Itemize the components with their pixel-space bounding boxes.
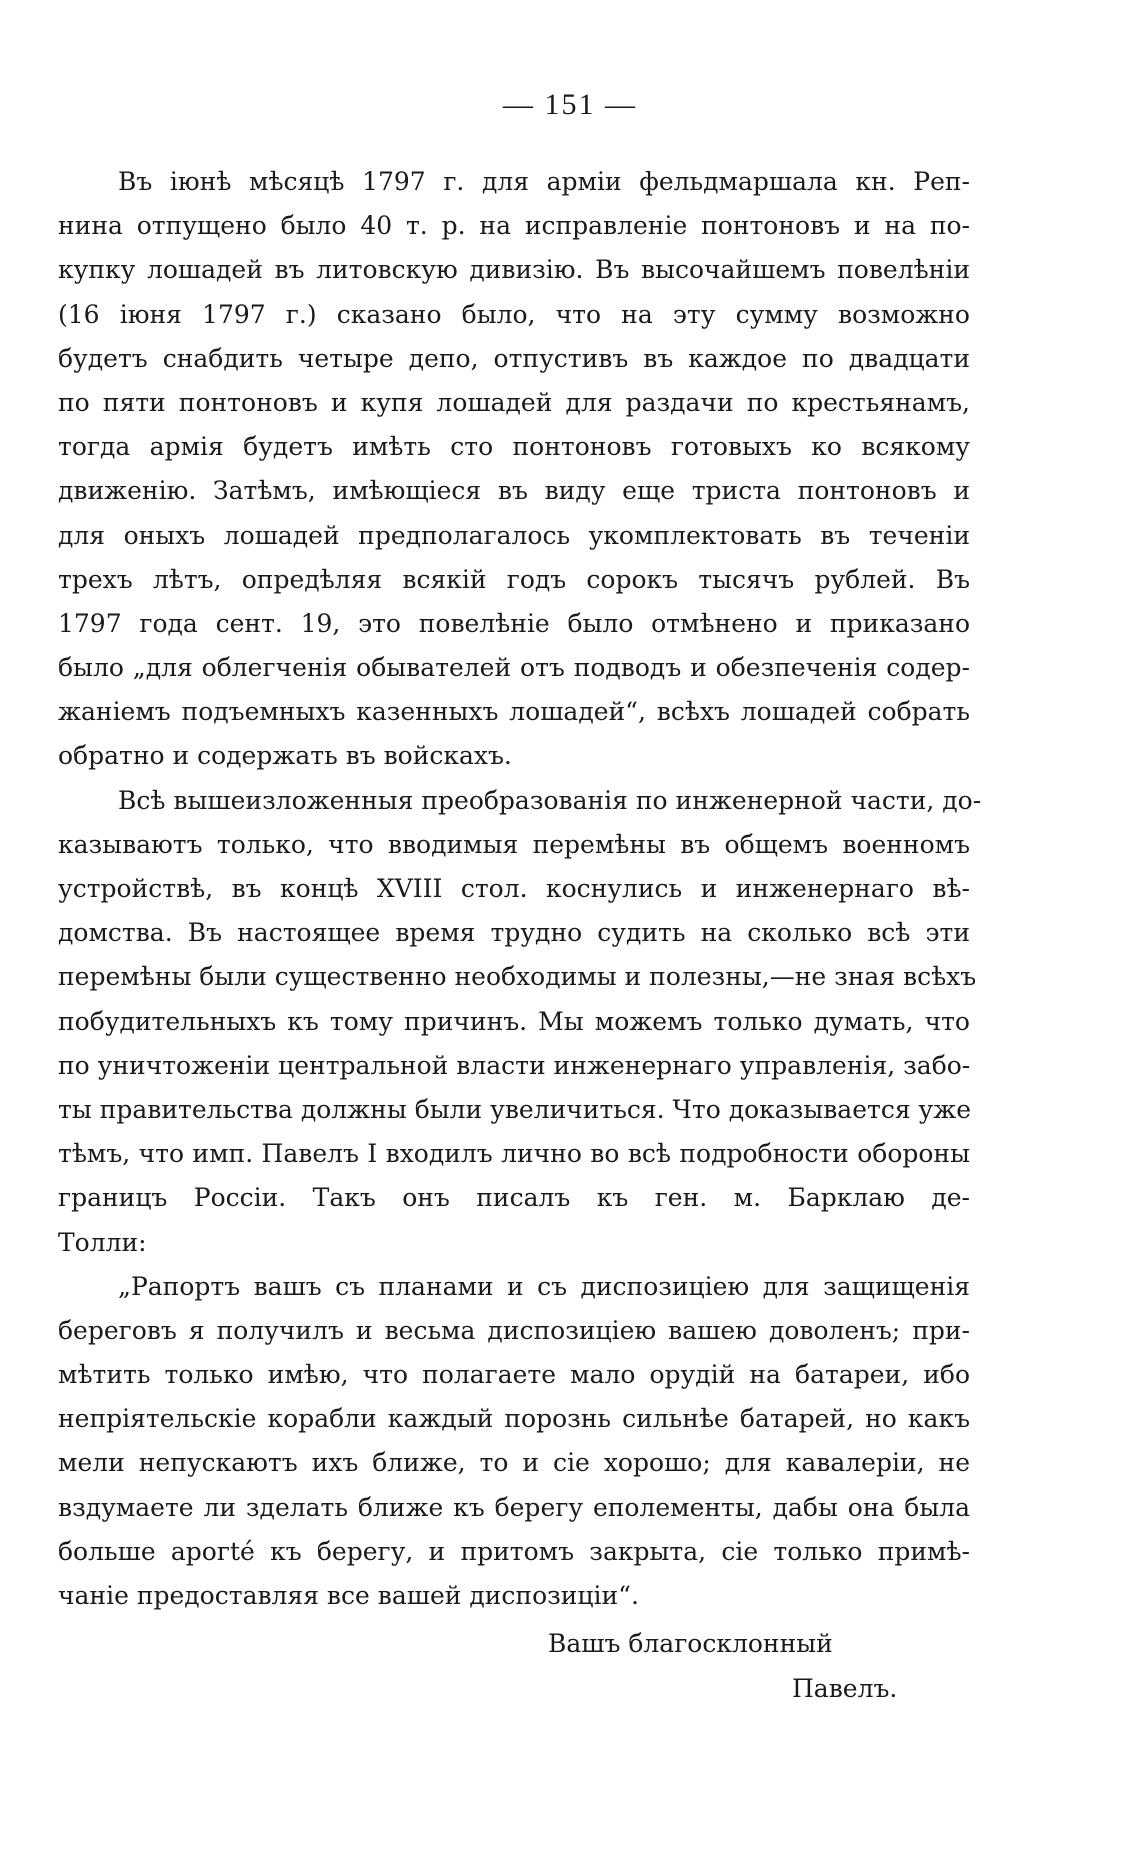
text-line: перемѣны были существенно необходимы и полезны,—не зная всѣхъ — [58, 962, 977, 992]
body-text — [58, 160, 982, 1618]
text-line: непріятельскіе корабли каждый порознь сильнѣе батарей, но какъ — [58, 1404, 970, 1434]
text-line: было „для облегченія обывателей отъ подводъ и обезпеченія содер- — [58, 653, 970, 683]
text-line: больше арогtе́ къ берегу, и притомъ закрыта, сіе только примѣ- — [58, 1536, 970, 1566]
text-line: движенію. Затѣмъ, имѣющіеся въ виду еще триста понтоновъ и — [58, 476, 970, 506]
text-line: ты правительства должны были увеличиться. Что доказывается уже — [58, 1094, 972, 1124]
paragraph — [58, 779, 982, 1265]
signature-closing: Вашъ благосклонный — [548, 1629, 833, 1658]
text-line: Толли: — [58, 1227, 147, 1257]
text-line: жаніемъ подъемныхъ казенныхъ лошадей“, всѣхъ лошадей собрать — [58, 697, 970, 727]
text-line: для оныхъ лошадей предполагалось укомплектовать въ теченіи — [58, 520, 970, 550]
text-line: будетъ снабдить четыре депо, отпустивъ въ каждое по двадцати — [58, 343, 970, 373]
text-line: чаніе предоставляя все вашей диспозиціи“. — [58, 1581, 639, 1610]
text-line: мели непускаютъ ихъ ближе, то и сіе хорошо; для кавалеріи, не — [58, 1448, 970, 1478]
text-line: побудительныхъ къ тому причинъ. Мы можемъ только думать, что — [58, 1006, 970, 1036]
text-line: границъ Россіи. Такъ онъ писалъ къ ген. м. Барклаю де- — [58, 1183, 970, 1213]
text-line: тѣмъ, что имп. Павелъ I входилъ лично во всѣ подробности обороны — [58, 1139, 970, 1169]
text-line: трехъ лѣтъ, опредѣляя всякій годъ сорокъ тысячъ рублей. Въ — [58, 564, 970, 594]
text-line: береговъ я получилъ и весьма диспозиціею вашею доволенъ; при- — [58, 1315, 970, 1345]
text-line: купку лошадей въ литовскую дивизію. Въ высочайшемъ повелѣніи — [58, 255, 970, 285]
signature-name: Павелъ. — [792, 1674, 898, 1703]
text-line: Въ іюнѣ мѣсяцѣ 1797 г. для арміи фельдмаршала кн. Реп- — [118, 167, 970, 196]
text-line: „Рапортъ вашъ съ планами и съ диспозиціею для защищенія — [118, 1271, 970, 1301]
text-line: тогда армія будетъ имѣть сто понтоновъ готовыхъ ко всякому — [58, 432, 970, 462]
text-line: Всѣ вышеизложенныя преобразованія по инженерной части, до- — [118, 785, 982, 815]
text-line: обратно и содержать въ войскахъ. — [58, 741, 512, 771]
text-line: мѣтить только имѣю, что полагаете мало орудій на батареи, ибо — [58, 1360, 970, 1390]
text-line: 1797 года сент. 19, это повелѣніе было отмѣнено и приказано — [58, 608, 970, 638]
paragraph — [58, 1265, 970, 1619]
text-line: домства. Въ настоящее время трудно судить на сколько всѣ эти — [58, 918, 970, 948]
text-line: устройствѣ, въ концѣ XVIII стол. коснулись и инженернаго вѣ- — [58, 874, 970, 903]
paragraph — [58, 160, 970, 779]
text-line: (16 іюня 1797 г.) сказано было, что на эту сумму возможно — [58, 299, 970, 329]
text-line: по пяти понтоновъ и купя лошадей для раздачи по крестьянамъ, — [58, 387, 970, 417]
text-line: вздумаете ли зделать ближе къ берегу еполементы, дабы она была — [58, 1492, 970, 1522]
text-line: нина отпущено было 40 т. р. на исправленіе понтоновъ и на по- — [58, 211, 970, 241]
text-line: по уничтоженіи центральной власти инженернаго управленія, забо- — [58, 1050, 971, 1080]
text-line: казываютъ только, что вводимыя перемѣны въ общемъ военномъ — [58, 829, 970, 859]
page-number: — 151 — — [503, 88, 637, 121]
